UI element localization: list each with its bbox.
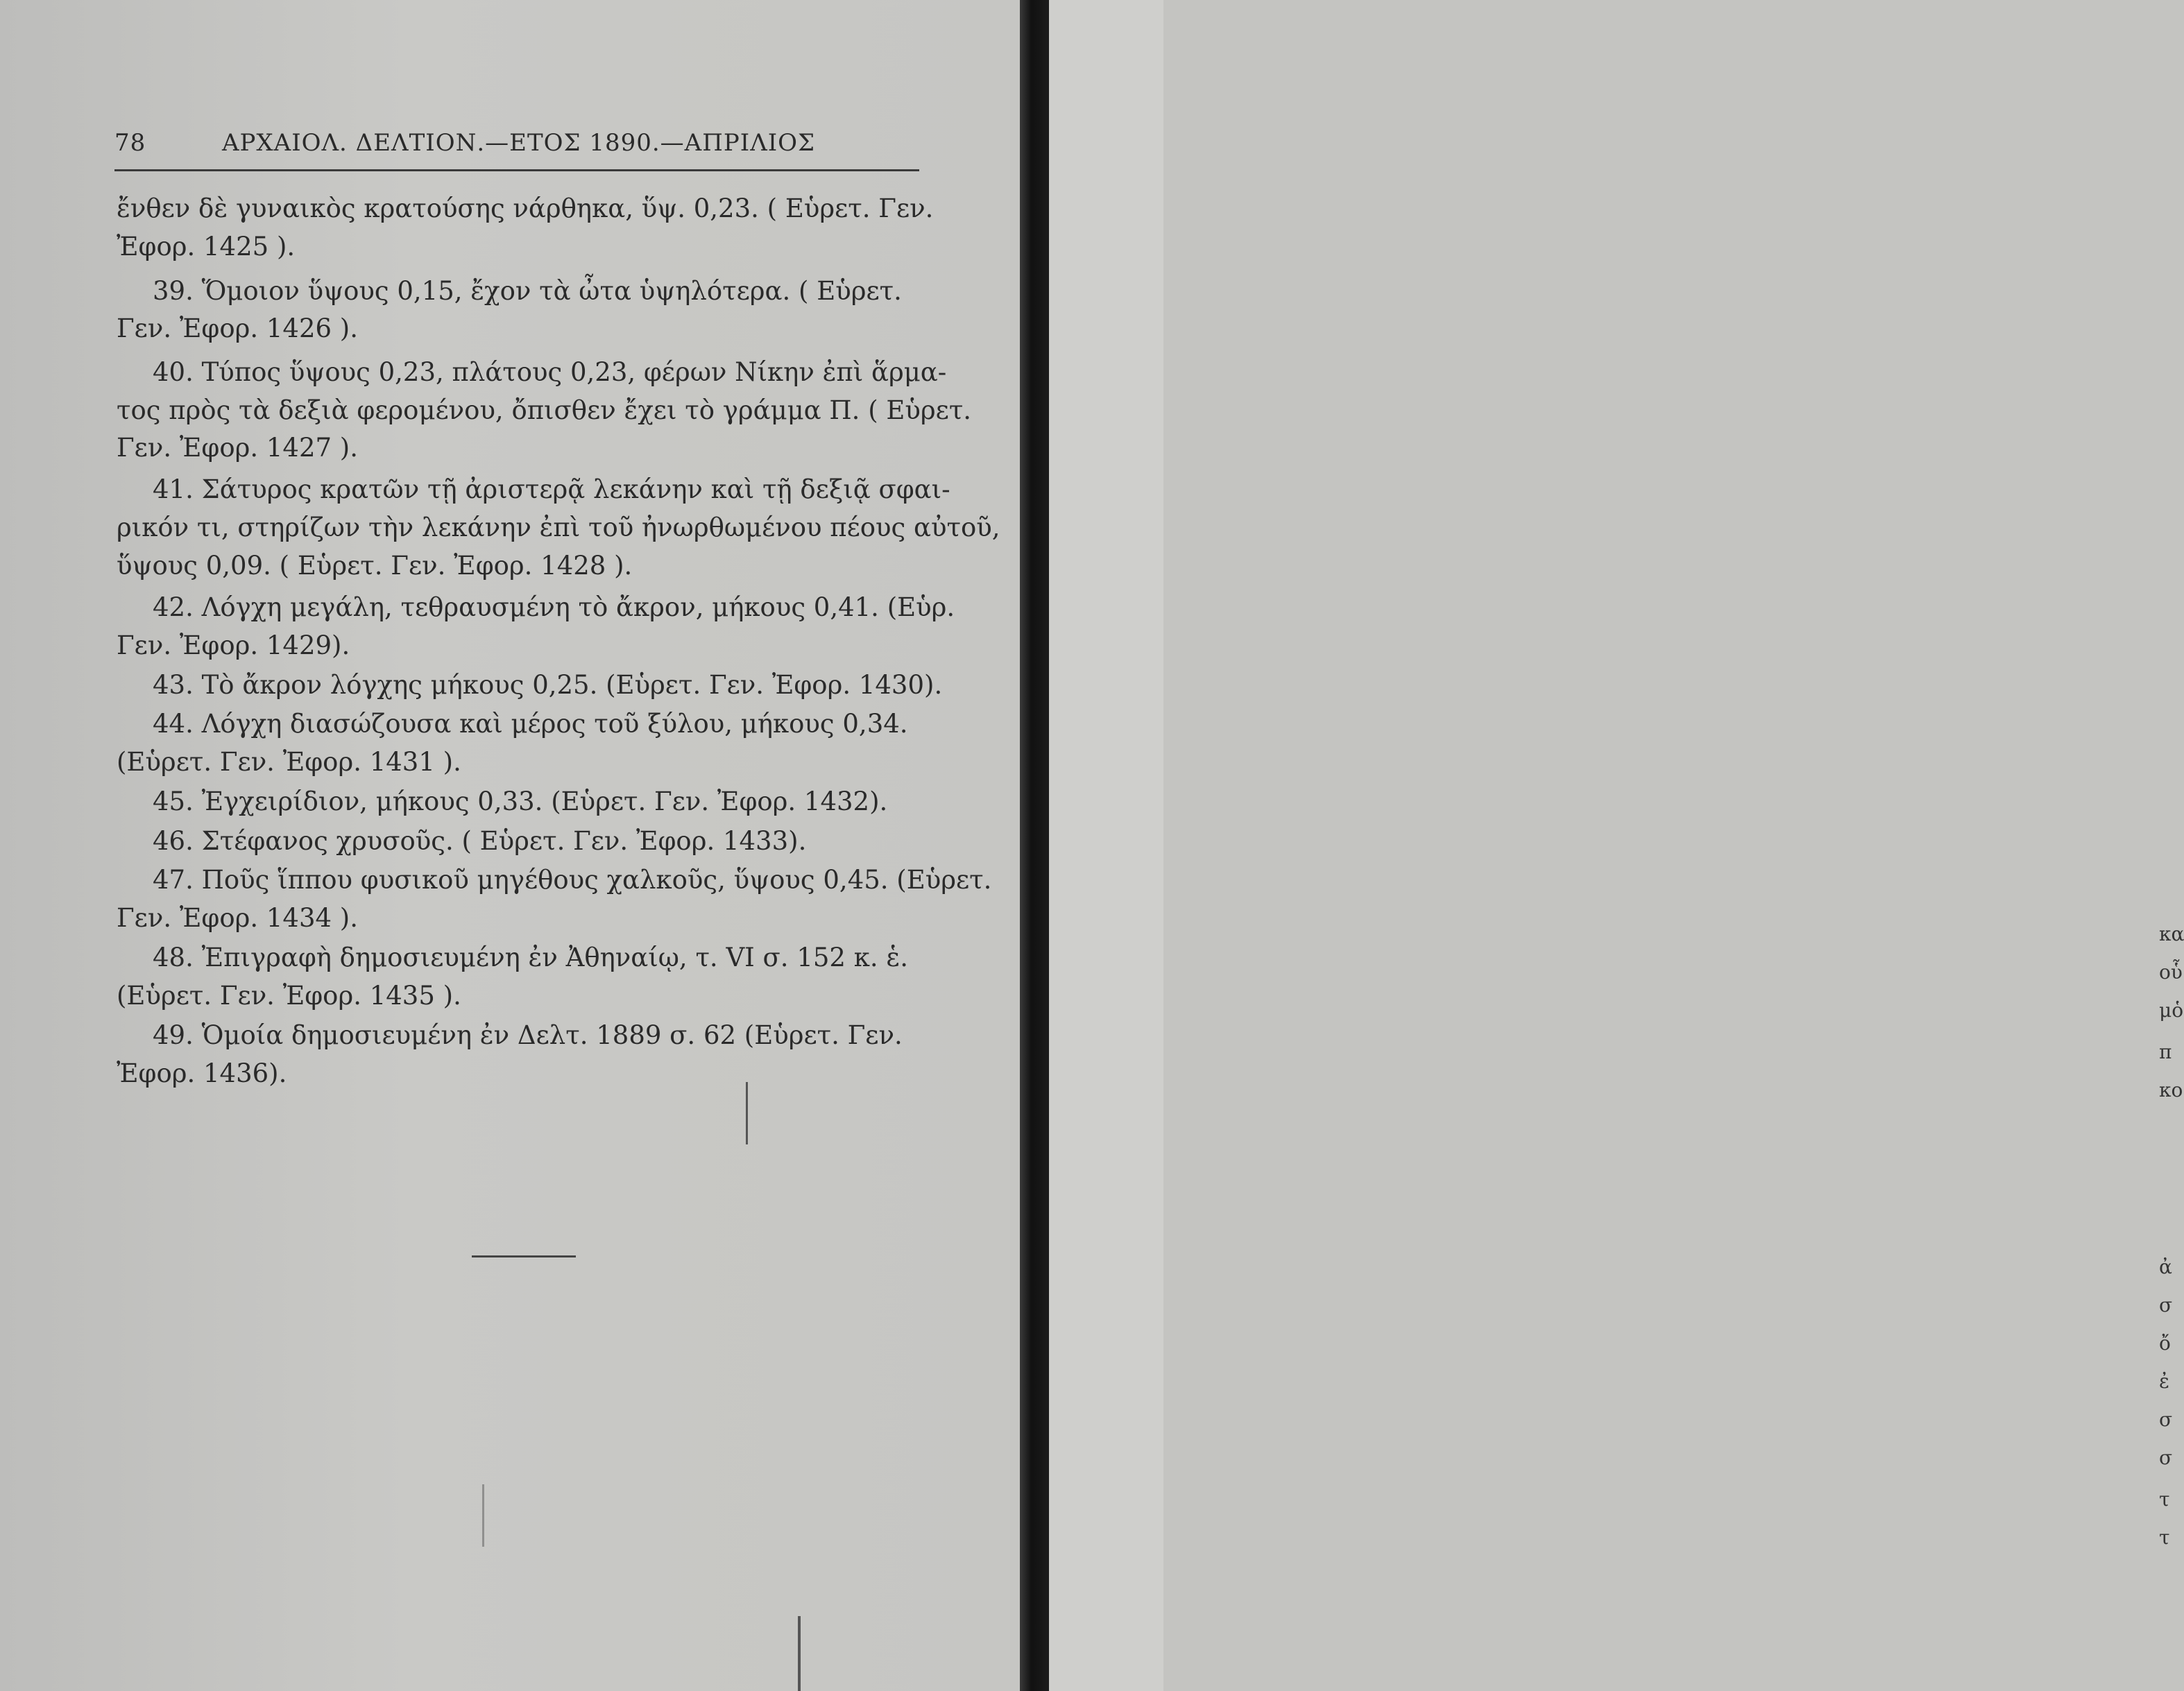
text-line: 39. Ὅμοιον ὕψους 0,15, ἔχον τὰ ὦτα ὑψηλότερα. ( Εὑρετ. <box>153 276 902 306</box>
text-line: ἔνθεν δὲ γυναικὸς κρατούσης νάρθηκα, ὕψ. 0,23. ( Εὑρετ. Γεν. <box>117 194 934 223</box>
adjacent-page-edge <box>1049 0 2184 1691</box>
adjacent-fragment: ἐ <box>2159 1370 2170 1393</box>
text-line: 45. Ἐγχειρίδιον, μήκους 0,33. (Εὑρετ. Γεν. Ἐφορ. 1432). <box>153 787 888 816</box>
book-page <box>0 0 1020 1691</box>
adjacent-fragment: τ <box>2159 1488 2170 1511</box>
text-line: 48. Ἐπιγραφὴ δημοσιευμένη ἐν Ἀθηναίῳ, τ. VI σ. 152 κ. ἑ. <box>153 943 908 972</box>
adjacent-fragment: σ <box>2159 1446 2173 1469</box>
page-header <box>114 129 919 164</box>
text-line: Γεν. Ἐφορ. 1427 ). <box>117 433 358 463</box>
text-line: 40. Τύπος ὕψους 0,23, πλάτους 0,23, φέρων Νίκην ἐπὶ ἅρμα- <box>153 357 947 387</box>
text-line: 41. Σάτυρος κρατῶν τῇ ἀριστερᾷ λεκάνην καὶ τῇ δεξιᾷ σφαι- <box>153 474 950 504</box>
text-line: τος πρὸς τὰ δεξιὰ φερομένου, ὄπισθεν ἔχει τὸ γράμμα Π. ( Εὑρετ. <box>117 395 972 425</box>
adjacent-fragment: κα <box>2159 922 2184 945</box>
text-line: Ἐφορ. 1436). <box>117 1058 287 1088</box>
adjacent-fragment: κο <box>2159 1079 2183 1101</box>
text-line: (Εὑρετ. Γεν. Ἐφορ. 1435 ). <box>117 981 461 1011</box>
scan-speck <box>746 1082 748 1144</box>
adjacent-fragment: τ <box>2159 1526 2170 1549</box>
book-gutter <box>1020 0 1049 1691</box>
page-number: 78 <box>114 129 146 157</box>
text-line: (Εὑρετ. Γεν. Ἐφορ. 1431 ). <box>117 747 461 777</box>
text-line: 47. Ποῦς ἵππου φυσικοῦ μηγέθους χαλκοῦς, ὕψους 0,45. (Εὑρετ. <box>153 865 992 895</box>
adjacent-fragment: ὄ <box>2159 1332 2171 1355</box>
adjacent-fragment: ἀ <box>2159 1255 2172 1278</box>
text-line: 43. Τὸ ἄκρον λόγχης μήκους 0,25. (Εὑρετ. Γεν. Ἐφορ. 1430). <box>153 670 943 700</box>
end-rule <box>472 1255 576 1257</box>
adjacent-fragment: οὗ <box>2159 961 2183 984</box>
text-line: Γεν. Ἐφορ. 1426 ). <box>117 314 358 343</box>
scan-speck <box>798 1616 801 1691</box>
adjacent-fragment: μὁ <box>2159 999 2184 1022</box>
adjacent-fragment: σ <box>2159 1294 2173 1316</box>
text-line: Γεν. Ἐφορ. 1434 ). <box>117 903 358 933</box>
text-line: Ἐφορ. 1425 ). <box>117 232 296 261</box>
running-title: ΑΡΧΑΙΟΛ. ΔΕΛΤΙΟΝ.—ΕΤΟΣ 1890.—ΑΠΡΙΛΙΟΣ <box>222 129 816 157</box>
text-line: 44. Λόγχη διασώζουσα καὶ μέρος τοῦ ξύλου, μήκους 0,34. <box>153 709 908 739</box>
text-line: Γεν. Ἐφορ. 1429). <box>117 630 350 660</box>
header-rule <box>114 169 919 171</box>
text-line: 49. Ὁμοία δημοσιευμένη ἐν Δελτ. 1889 σ. 62 (Εὑρετ. Γεν. <box>153 1020 903 1050</box>
text-line: 42. Λόγχη μεγάλη, τεθραυσμένη τὸ ἄκρον, μήκους 0,41. (Εὑρ. <box>153 592 955 622</box>
text-line: ὕψους 0,09. ( Εὑρετ. Γεν. Ἐφορ. 1428 ). <box>117 551 633 581</box>
adjacent-fragment: π <box>2159 1040 2172 1063</box>
text-line: 46. Στέφανος χρυσοῦς. ( Εὑρετ. Γεν. Ἐφορ. 1433). <box>153 826 807 856</box>
text-line: ρικόν τι, στηρίζων τὴν λεκάνην ἐπὶ τοῦ ἠνωρθωμένου πέους αὐτοῦ, <box>117 513 1000 542</box>
scan-speck <box>482 1484 484 1547</box>
adjacent-fragment: σ <box>2159 1408 2173 1431</box>
